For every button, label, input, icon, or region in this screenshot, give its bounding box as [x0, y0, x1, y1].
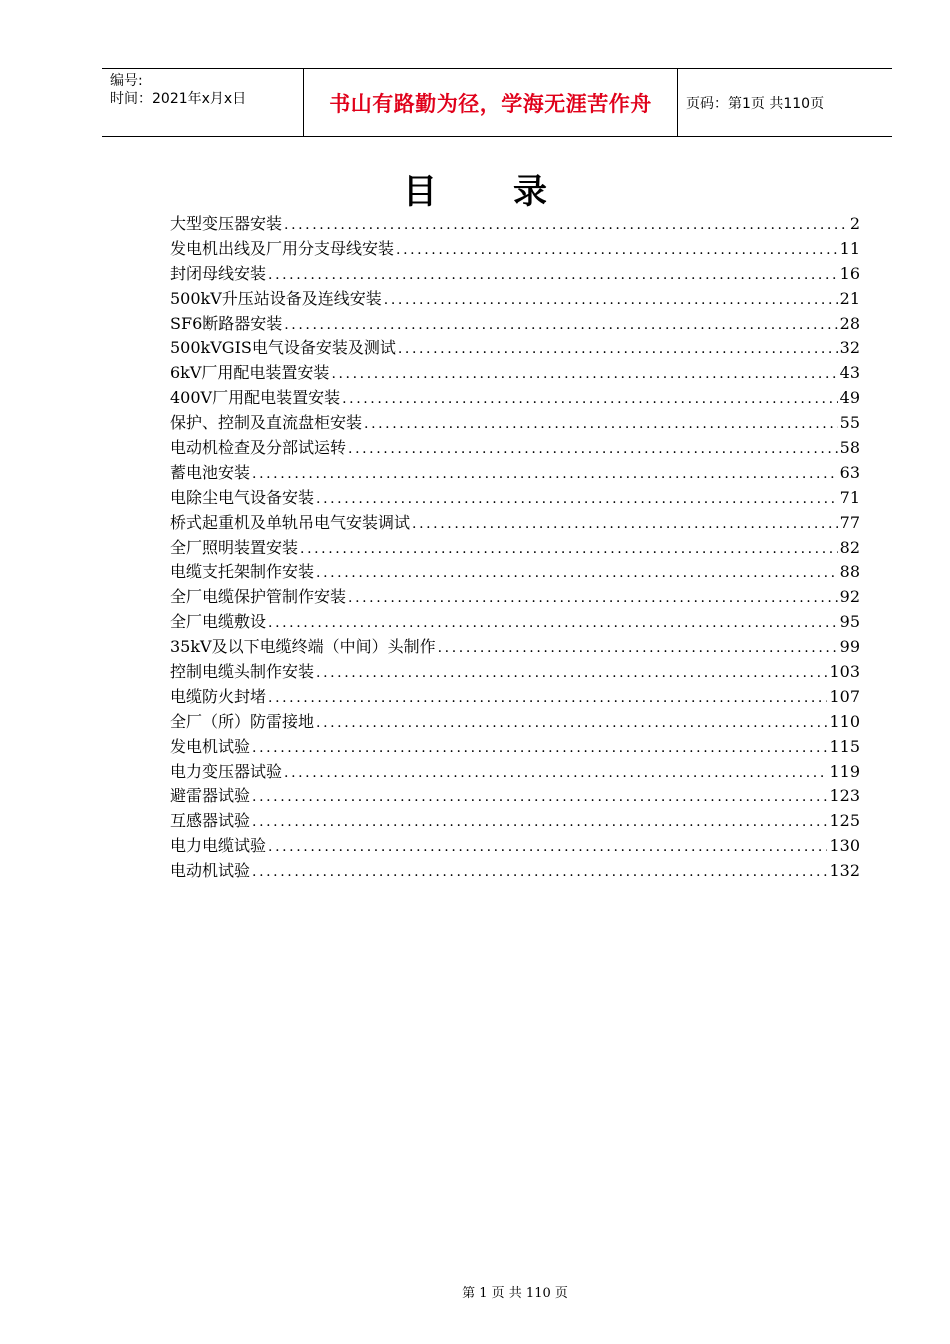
toc-entry[interactable]: [170, 435, 860, 460]
toc-entry-label: 电除尘电气设备安装: [170, 487, 315, 507]
toc-entry-page: 110: [829, 711, 860, 731]
toc-leader-dots: [316, 491, 838, 507]
toc-entry-label: 保护、控制及直流盘柜安装: [170, 413, 363, 433]
toc-entry[interactable]: [170, 286, 860, 311]
toc-entry-label: 封闭母线安装: [170, 263, 267, 283]
toc-entry[interactable]: [170, 236, 860, 261]
toc-entry-page: 95: [839, 612, 860, 632]
toc-entry[interactable]: [170, 485, 860, 510]
toc-entry-label: 全厂电缆敷设: [170, 612, 267, 632]
toc-leader-dots: [316, 565, 838, 581]
toc-entry-label: 避雷器试验: [170, 786, 251, 806]
toc-entry-label: 电动机试验: [170, 861, 251, 881]
toc-entry-page: 21: [839, 288, 860, 308]
toc-entry-page: 125: [829, 811, 860, 831]
toc-leader-dots: [252, 466, 838, 482]
toc-entry-label: 互感器试验: [170, 811, 251, 831]
toc-leader-dots: [300, 541, 838, 557]
toc-leader-dots: [268, 615, 838, 631]
toc-entry[interactable]: [170, 510, 860, 535]
toc-entry-page: 103: [829, 662, 860, 682]
toc-entry[interactable]: [170, 211, 860, 236]
toc-entry[interactable]: [170, 709, 860, 734]
toc-entry[interactable]: [170, 634, 860, 659]
toc-entry[interactable]: [170, 833, 860, 858]
toc-entry-page: 43: [839, 363, 860, 383]
toc-entry-label: 电力变压器试验: [170, 761, 283, 781]
toc-entry-page: 107: [829, 686, 860, 706]
toc-leader-dots: [268, 267, 838, 283]
toc-leader-dots: [348, 590, 838, 606]
toc-entry[interactable]: [170, 360, 860, 385]
toc-leader-dots: [284, 765, 827, 781]
toc-entry-label: 500kV升压站设备及连线安装: [170, 288, 382, 308]
toc-leader-dots: [331, 366, 837, 382]
toc-entry-page: 123: [829, 786, 860, 806]
toc-entry-page: 32: [839, 338, 860, 358]
toc-entry-page: 28: [839, 313, 860, 333]
toc-entry-label: 蓄电池安装: [170, 462, 251, 482]
toc-entry-page: 16: [839, 263, 860, 283]
toc-entry-label: 大型变压器安装: [170, 214, 283, 233]
toc-entry[interactable]: [170, 410, 860, 435]
toc-entry-page: 63: [839, 462, 860, 482]
toc-entry[interactable]: [170, 311, 860, 336]
toc-leader-dots: [412, 516, 838, 532]
toc-entry-label: 全厂（所）防雷接地: [170, 711, 315, 731]
toc-leader-dots: [268, 839, 827, 855]
toc-entry-page: 115: [829, 736, 860, 756]
toc-leader-dots: [398, 341, 838, 357]
toc-entry-label: 全厂电缆保护管制作安装: [170, 587, 347, 607]
toc-leader-dots: [268, 690, 827, 706]
toc-entry[interactable]: [170, 759, 860, 784]
toc-entry-page: 132: [829, 861, 860, 881]
page-title: 目录: [403, 172, 623, 212]
toc-entry[interactable]: [170, 808, 860, 833]
toc-leader-dots: [252, 789, 827, 805]
toc-entry-page: 58: [839, 438, 860, 458]
toc-leader-dots: [252, 864, 827, 880]
toc-leader-dots: [252, 740, 827, 756]
time-label: 时间：2021年x月x日: [110, 91, 247, 107]
toc-entry[interactable]: [170, 535, 860, 560]
toc-entry[interactable]: [170, 684, 860, 709]
toc-leader-dots: [384, 292, 838, 308]
toc-entry-page: 11: [839, 238, 860, 258]
toc-entry-page: 92: [839, 587, 860, 607]
header-page-info: 页码：第1页 共110页: [686, 95, 825, 112]
toc-entry-page: 130: [829, 836, 860, 856]
page-header: [102, 68, 892, 137]
toc-entry[interactable]: [170, 734, 860, 759]
toc-entry-label: 电力电缆试验: [170, 836, 267, 856]
toc-leader-dots: [284, 217, 848, 233]
toc-entry-label: SF6断路器安装: [170, 313, 283, 333]
table-of-contents: [170, 211, 860, 883]
toc-leader-dots: [284, 317, 837, 333]
toc-entry[interactable]: [170, 385, 860, 410]
toc-entry-page: 77: [839, 512, 860, 532]
toc-entry-label: 桥式起重机及单轨吊电气安装调试: [170, 512, 411, 532]
toc-leader-dots: [316, 665, 827, 681]
toc-leader-dots: [342, 391, 838, 407]
toc-entry-label: 500kVGIS电气设备安装及测试: [170, 338, 396, 358]
toc-entry[interactable]: [170, 858, 860, 883]
page-footer: 第 1 页 共 110 页: [462, 1286, 568, 1301]
toc-entry[interactable]: [170, 335, 860, 360]
toc-leader-dots: [316, 715, 827, 731]
toc-entry-label: 电缆防火封堵: [170, 686, 267, 706]
toc-entry[interactable]: [170, 460, 860, 485]
toc-entry-label: 电缆支托架制作安装: [170, 562, 315, 582]
toc-entry[interactable]: [170, 659, 860, 684]
toc-entry-page: 2: [849, 214, 860, 233]
toc-entry-label: 35kV及以下电缆终端（中间）头制作: [170, 637, 436, 657]
toc-leader-dots: [438, 640, 838, 656]
toc-entry-label: 控制电缆头制作安装: [170, 662, 315, 682]
number-label: 编号:: [110, 73, 143, 89]
header-motto: 书山有路勤为径，学海无涯苦作舟: [304, 69, 678, 136]
header-meta: [102, 69, 304, 136]
toc-entry-label: 电动机检查及分部试运转: [170, 438, 347, 458]
toc-entry-page: 119: [829, 761, 860, 781]
toc-entry[interactable]: [170, 559, 860, 584]
toc-entry-page: 49: [839, 388, 860, 408]
toc-entry-label: 发电机出线及厂用分支母线安装: [170, 238, 395, 258]
toc-entry-label: 6kV厂用配电装置安装: [170, 363, 330, 383]
toc-entry-page: 82: [839, 537, 860, 557]
toc-entry[interactable]: [170, 584, 860, 609]
toc-leader-dots: [364, 416, 838, 432]
toc-leader-dots: [396, 242, 838, 258]
toc-entry[interactable]: [170, 609, 860, 634]
toc-entry-page: 55: [839, 413, 860, 433]
toc-entry-label: 全厂照明装置安装: [170, 537, 299, 557]
toc-entry-page: 88: [839, 562, 860, 582]
toc-leader-dots: [252, 814, 827, 830]
toc-entry[interactable]: [170, 783, 860, 808]
toc-entry-label: 400V厂用配电装置安装: [170, 388, 341, 408]
toc-entry[interactable]: [170, 261, 860, 286]
toc-entry-label: 发电机试验: [170, 736, 251, 756]
toc-entry-page: 71: [839, 487, 860, 507]
toc-entry-page: 99: [839, 637, 860, 657]
toc-leader-dots: [348, 441, 838, 457]
